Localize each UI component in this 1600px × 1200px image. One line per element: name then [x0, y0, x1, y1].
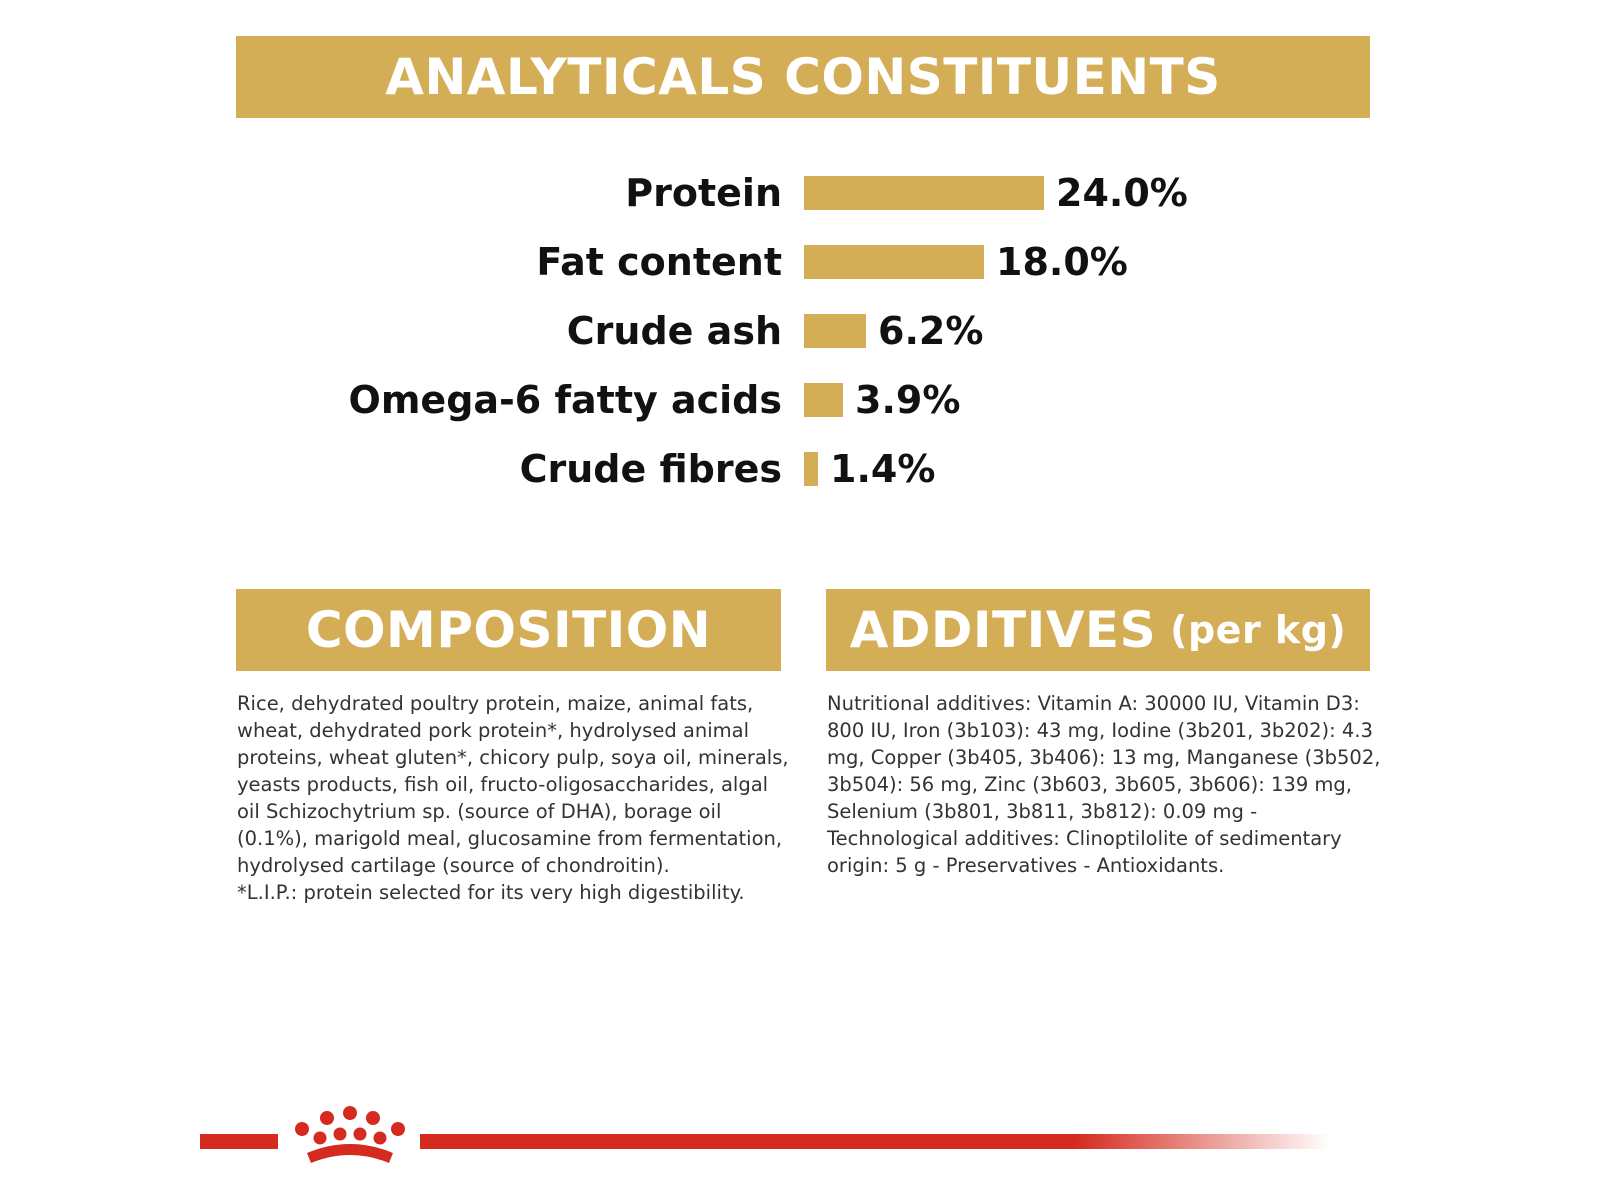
category-label-omega-6-fatty-acids: Omega-6 fatty acids: [348, 378, 782, 422]
bar-crude-fibres: [804, 452, 818, 486]
bar-fat-content: [804, 245, 984, 279]
footer-line-left: [200, 1134, 278, 1149]
additives-title: ADDITIVES: [849, 601, 1157, 659]
value-label-crude-fibres: 1.4%: [830, 447, 936, 491]
footer-brand-bar: [0, 1095, 1600, 1175]
value-label-omega-6-fatty-acids: 3.9%: [855, 378, 961, 422]
value-label-crude-ash: 6.2%: [878, 309, 984, 353]
value-label-fat-content: 18.0%: [996, 240, 1128, 284]
nutrient-bar-chart: [0, 0, 1600, 560]
category-label-crude-fibres: Crude fibres: [519, 447, 782, 491]
bar-crude-ash: [804, 314, 866, 348]
composition-ingredients: Rice, dehydrated poultry protein, maize, animal fats, wheat, dehydrated pork protein*, hydrolysed animal proteins, wheat gluten*, chicory pulp, soya oil, minerals, yeasts products, fish oil, fructo-oligosaccharides, algal oil Schizochytrium sp. (source of DHA), borage oil (0.1%), marigold meal, glucosamine from fermentation, hydrolysed cartilage (source of chondroitin).: [237, 692, 789, 877]
additives-subtitle: (per kg): [1170, 608, 1347, 652]
category-label-protein: Protein: [625, 171, 782, 215]
bar-omega-6-fatty-acids: [804, 383, 843, 417]
additives-list: Nutritional additives: Vitamin A: 30000 IU, Vitamin D3: 800 IU, Iron (3b103): 43 mg, Iodine (3b201, 3b202): 4.3 mg, Copper (3b405, 3b406): 13 mg, Manganese (3b502, 3b504): 56 mg, Zinc (3b603, 3b605, 3b606): 139 mg, Selenium (3b801, 3b811, 3b812): 0.09 mg - Technological additives: Clinoptilolite of sedimentary origin: 5 g - Preservatives - Antioxidants.: [827, 692, 1381, 877]
composition-banner: [236, 589, 781, 671]
category-label-crude-ash: Crude ash: [566, 309, 782, 353]
footer-line-right: [420, 1134, 1330, 1149]
additives-banner: [826, 589, 1370, 671]
category-label-fat-content: Fat content: [536, 240, 782, 284]
composition-title: COMPOSITION: [305, 601, 712, 659]
bar-protein: [804, 176, 1044, 210]
additives-text: [827, 690, 1387, 879]
composition-footnote: *L.I.P.: protein selected for its very high digestibility.: [237, 881, 745, 904]
value-label-protein: 24.0%: [1056, 171, 1188, 215]
analytics-title: ANALYTICALS CONSTITUENTS: [385, 48, 1221, 106]
composition-text: [237, 690, 792, 906]
royal-crown-logo-icon: [295, 1106, 405, 1163]
